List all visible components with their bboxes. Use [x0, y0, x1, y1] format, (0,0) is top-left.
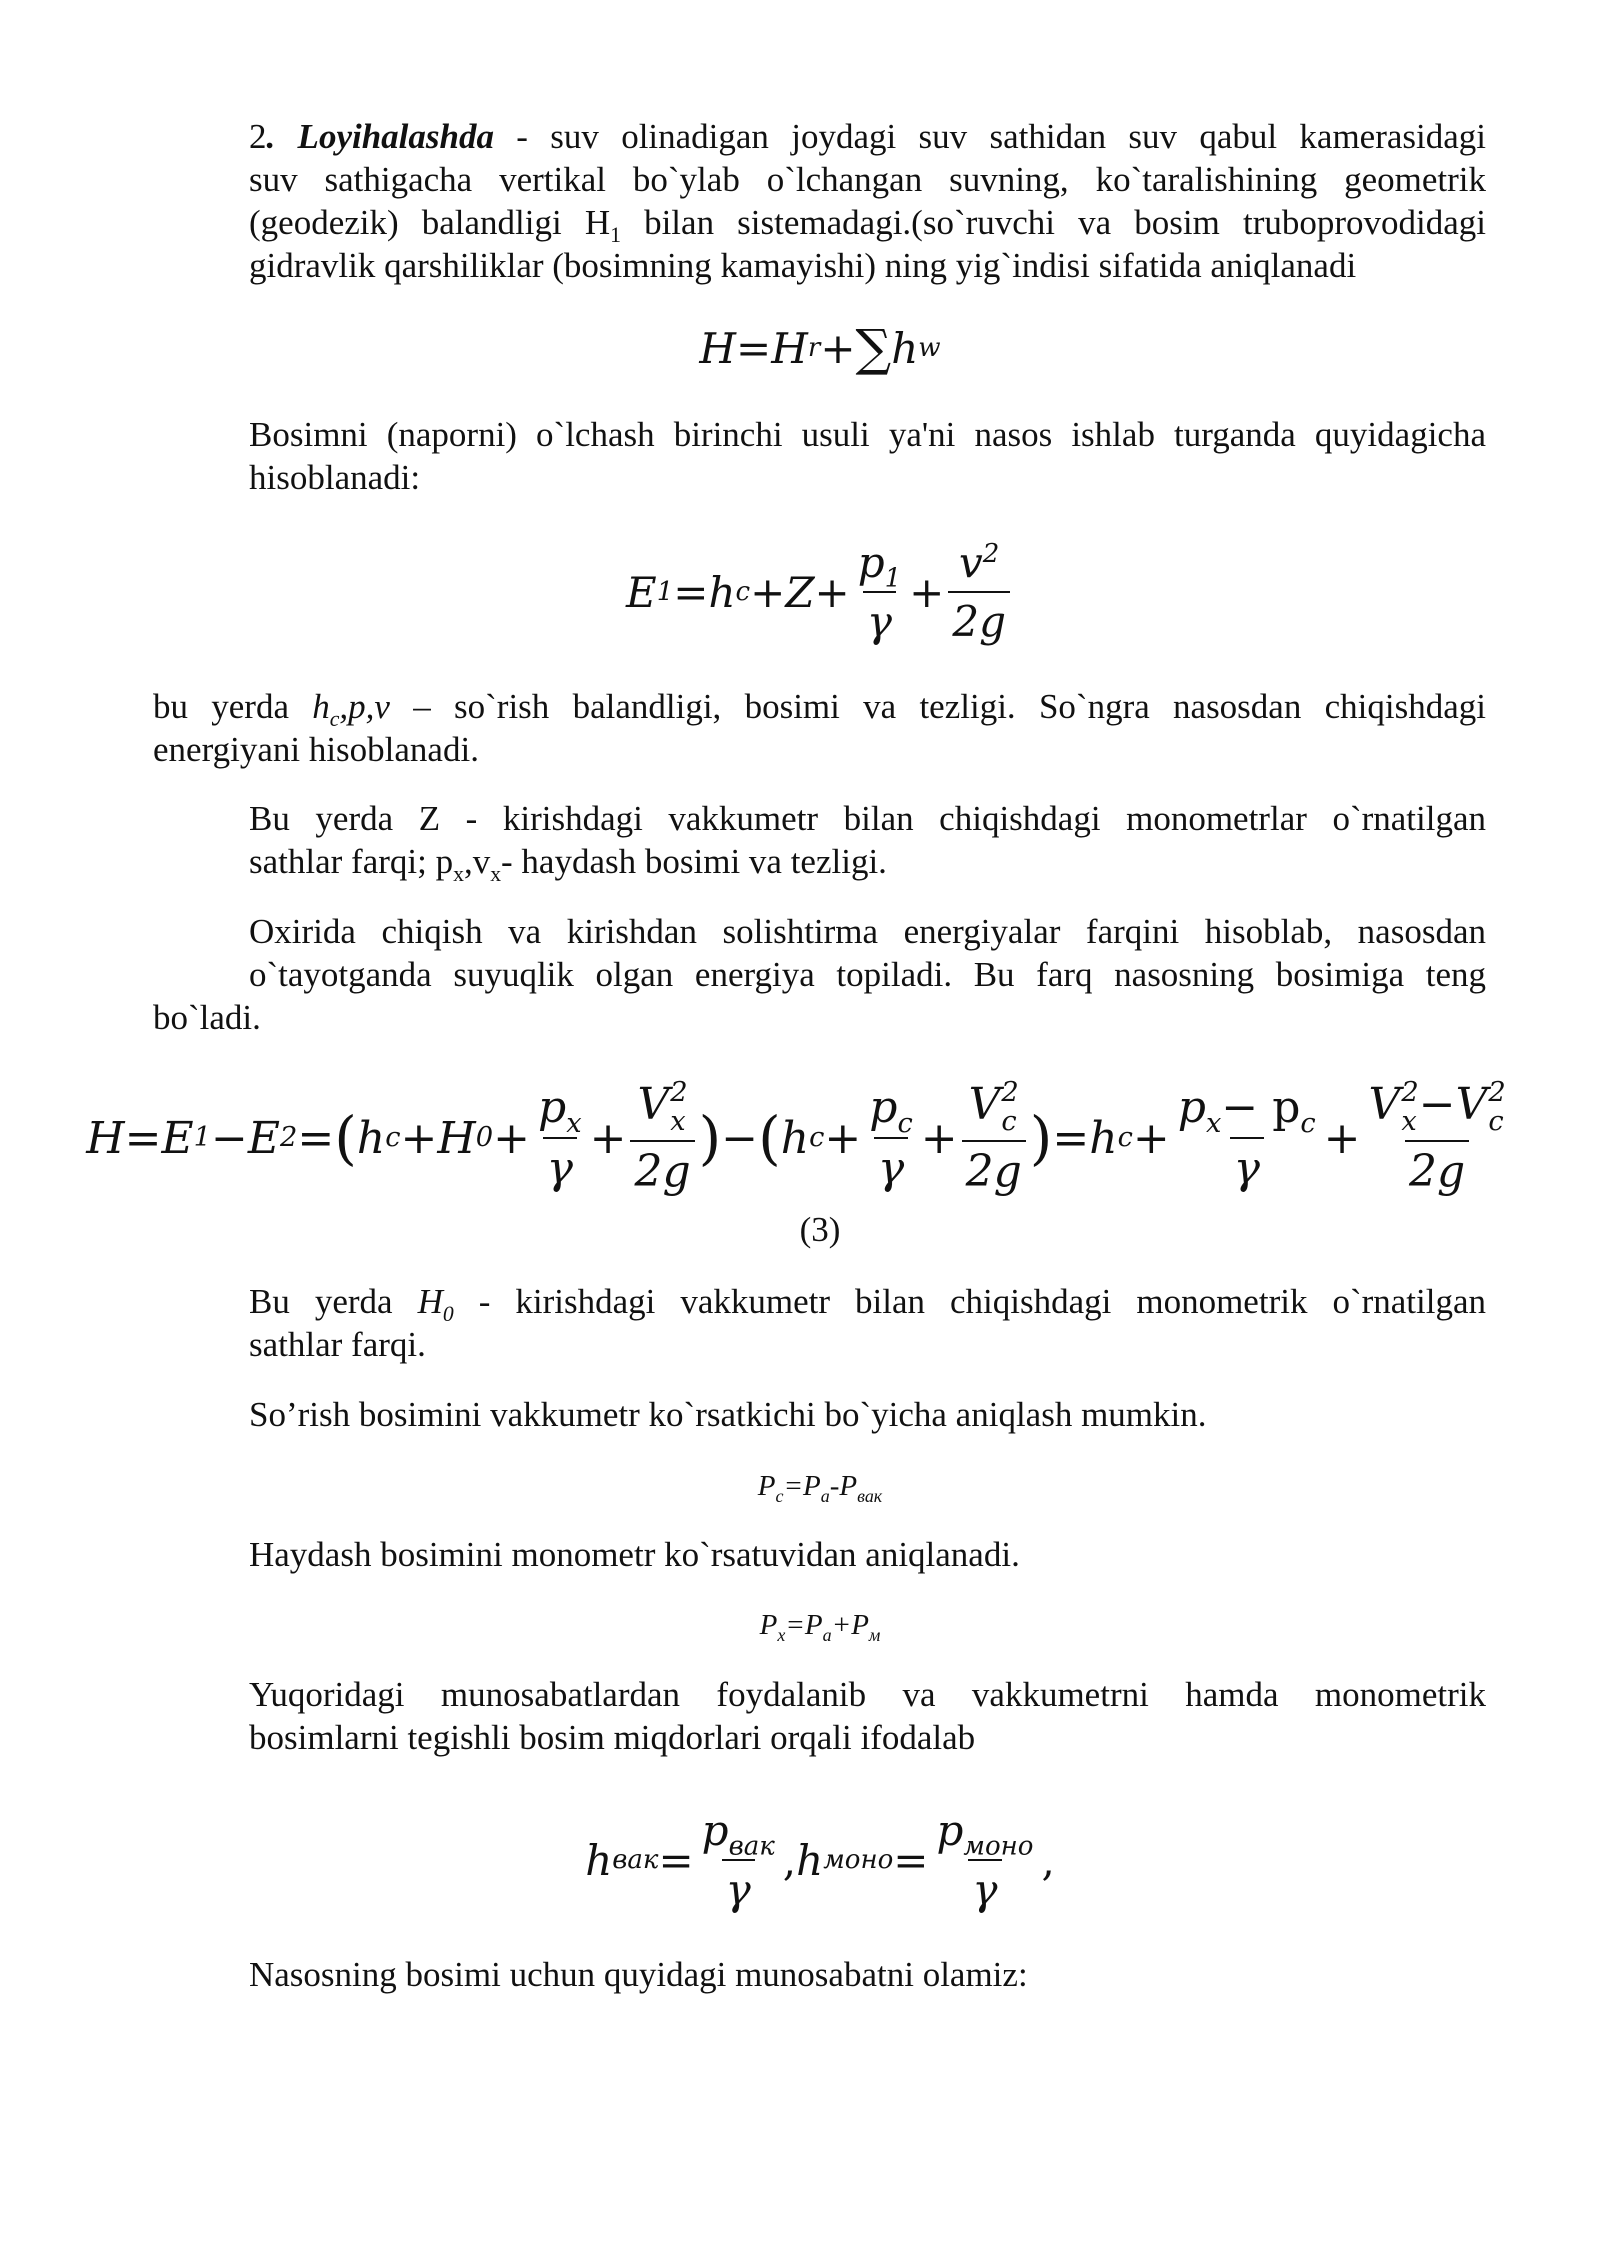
equation-number: (3)	[799, 1210, 841, 1249]
text-line: gidravlik qarshiliklar (bosimning kamayishi) ning yig`indisi sifatida aniqlanadi	[249, 246, 1357, 285]
text-line: Bosimni (naporni) o`lchash birinchi usuli ya'ni nasos ishlab turganda quyidagicha	[249, 415, 1486, 454]
formula-e1: E 1 = h c + Z + $\frac{p_1}{\gamma}$ + $\frac{v^2}{2g}$	[0, 532, 1600, 652]
paragraph-haydash-bosimi	[153, 1533, 1486, 1576]
fraction: V 2 x 2g	[630, 1079, 694, 1197]
fraction: $\frac{p_x- p_c}{\gamma}$	[1177, 1082, 1316, 1194]
paragraph-nasosning-bosimi	[153, 1953, 1486, 1996]
text-line: - suv olinadigan joydagi suv sathidan suv qabul kamerasidagi	[493, 117, 1486, 156]
fraction: V 2 c 2g	[962, 1079, 1026, 1197]
fraction: $\frac{p_{моно}}{\gamma}$	[936, 1806, 1034, 1914]
fraction: $\frac{p_{вак}}{\gamma}$	[701, 1806, 775, 1914]
paragraph-sorish-bosimi	[153, 1393, 1486, 1436]
item-number: 2	[249, 117, 267, 156]
paragraph-bu-yerda-hc: bu yerda $h_c,p,v$ – so`rish balandligi, bosimi va tezligi. So`ngra nasosdan chiqishdagi energiyani hisoblanadi.	[153, 687, 1486, 769]
text-line: Haydash bosimini monometr ko`rsatuvidan aniqlanadi.	[249, 1535, 1020, 1574]
paragraph-bosimni-olchash	[153, 413, 1486, 499]
text-line: Bu yerda Z - kirishdagi vakkumetr bilan chiqishdagi monometrlar o`rnatilgan	[249, 799, 1486, 838]
fraction: V 2 x −V 2 c 2g	[1368, 1076, 1506, 1198]
fraction: $\frac{p_x}{\gamma}$	[538, 1082, 582, 1194]
formula-discharge-pressure: $P_x=P_a+P_м$	[759, 1609, 881, 1645]
text-line: o`tayotganda suyuqlik olgan energiya topiladi. Bu farq nasosning bosimiga teng bo`ladi.	[153, 955, 1486, 1037]
paragraph-bu-yerda-z: Bu yerda Z - kirishdagi vakkumetr bilan chiqishdagi monometrlar o`rnatilgan sathlar farqi; $p_x,v_x-$ haydash bosimi va tezligi.	[153, 797, 1486, 883]
paragraph-oxirida	[153, 910, 1486, 1039]
term-loyihalashda: . Loyihalashda	[266, 117, 494, 156]
formula-vacuum-mono: h вак = $\frac{p_{вак}}{\gamma}$ , h моно = $\frac{p_{моно}}{\gamma}$ ,	[585, 1806, 1055, 1914]
formula-suction-pressure: $P_с=P_a-P_{вак}$	[757, 1470, 883, 1506]
text-line: bosimlarni tegishli bosim miqdorlari orqali ifodalab	[249, 1718, 976, 1757]
text-line: Oxirida chiqish va kirishdan solishtirma energiyalar farqini hisoblab, nasosdan	[249, 912, 1486, 951]
text-line: sathlar farqi.	[249, 1325, 426, 1364]
formula-head-difference: H = E 1 − E 2 = ( h c + H 0 + $\frac{p_x}{\gamma}$ + V 2 x 2g ) − ( h c + $\frac{p_c}{\gamma}$ + V 2 c 2g ) = h c + $\frac{p_x- p_c}{\gamma}$ + V 2 x −V 2 c 2g	[0, 1068, 1600, 1208]
paragraph-yuqoridagi	[153, 1673, 1486, 1759]
fraction: $\frac{p_c}{\gamma}$	[869, 1082, 913, 1194]
text-line: hisoblanadi:	[249, 458, 421, 497]
fraction: $\frac{v^2}{2g}$	[948, 538, 1010, 646]
text-line: So’rish bosimini vakkumetr ko`rsatkichi bo`yicha aniqlash mumkin.	[249, 1395, 1207, 1434]
paragraph-bu-yerda-h0: Bu yerda $H_0$ - kirishdagi vakkumetr bilan chiqishdagi monometrik o`rnatilgan sathlar farqi.	[153, 1280, 1486, 1366]
text-line: Nasosning bosimi uchun quyidagi munosabatni olamiz:	[249, 1955, 1028, 1994]
text-line: Yuqoridagi munosabatlardan foydalanib va vakkumetrni hamda monometrik	[249, 1675, 1486, 1714]
text-line: (geodezik) balandligi H	[249, 203, 611, 242]
formula-head-total: H = H r + ∑ h w	[699, 319, 941, 377]
text-line: energiyani hisoblanadi.	[153, 730, 479, 769]
text-line: suv sathigacha vertikal bo`ylab o`lchangan suvning, ko`taralishining geometrik	[249, 160, 1486, 199]
text-line: bilan sistemadagi.(so`ruvchi va bosim truboprovodidagi	[620, 203, 1486, 242]
paragraph-loyihalashda	[153, 115, 1486, 287]
subscript: 1	[610, 223, 621, 247]
fraction: $\frac{p_1}{\gamma}$	[857, 538, 902, 646]
